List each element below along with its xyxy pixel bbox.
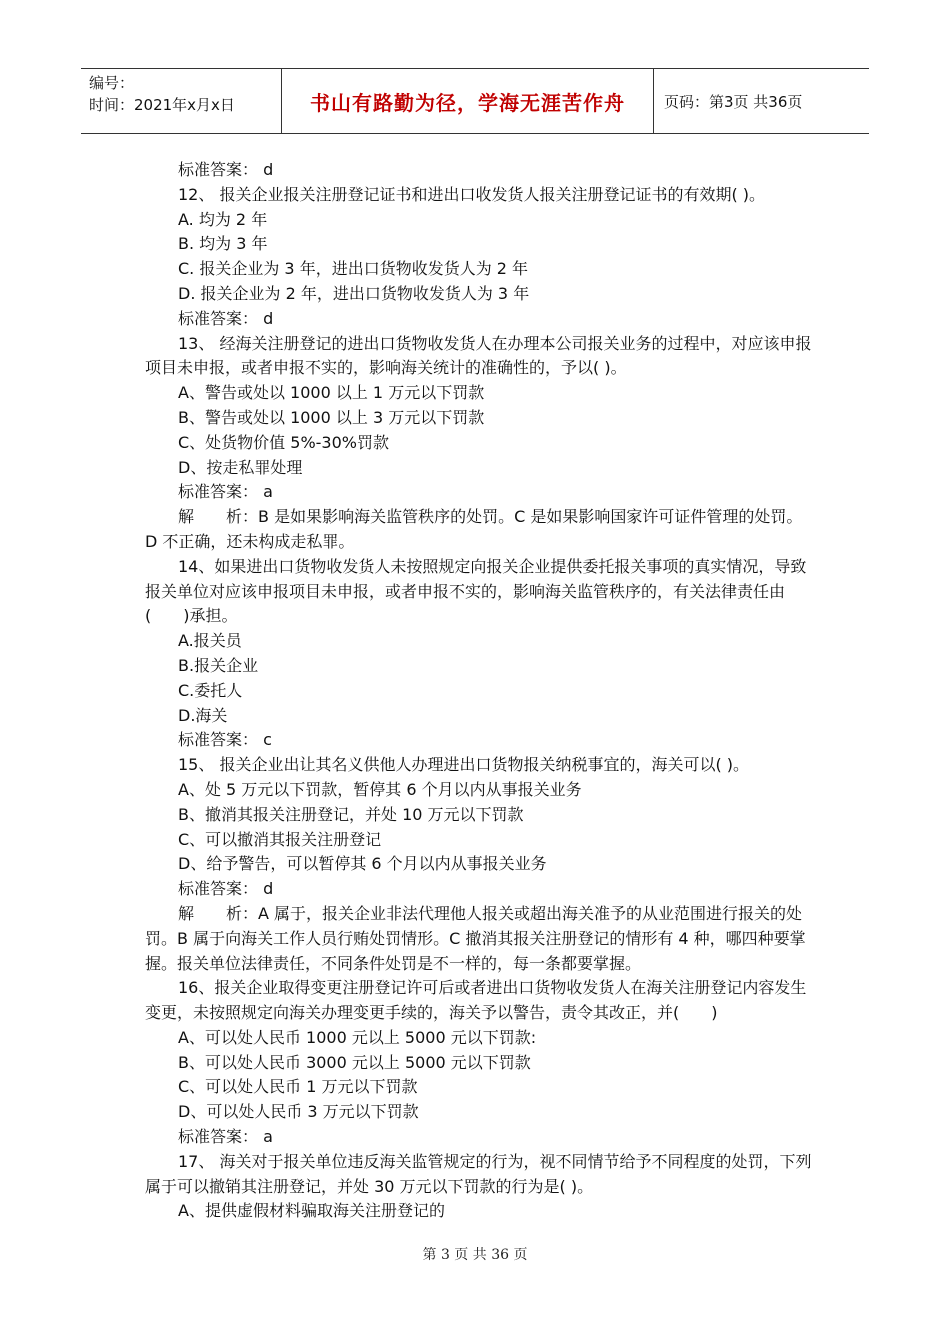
text-line: 12、 报关企业报关注册登记证书和进出口收发货人报关注册登记证书的有效期( )。 <box>178 184 766 204</box>
text-line: C. 报关企业为 3 年，进出口货物收发货人为 2 年 <box>178 259 529 279</box>
text-line: A、可以处人民币 1000 元以上 5000 元以下罚款: <box>178 1027 537 1047</box>
text-line: 13、 经海关注册登记的进出口货物收发货人在办理本公司报关业务的过程中，对应该申报项目未申报，或者申报不实的，影响海关统计的准确性的，予以( )。 <box>145 333 812 378</box>
text-line: B.报关企业 <box>178 655 259 675</box>
header-page-info: 页码：第3页 共36页 <box>664 92 803 111</box>
text-line: D、按走私罪处理 <box>178 457 303 477</box>
text-line: A.报关员 <box>178 631 242 651</box>
text-line: 标准答案： c <box>178 730 272 750</box>
text-line: 标准答案： a <box>178 482 273 502</box>
document-body <box>145 158 813 1224</box>
text-line: D. 报关企业为 2 年，进出口货物收发货人为 3 年 <box>178 283 530 303</box>
text-line: D.海关 <box>178 705 228 725</box>
text-line: A、提供虚假材料骗取海关注册登记的 <box>178 1201 445 1221</box>
header-meta <box>81 69 282 133</box>
text-line: A、警告或处以 1000 以上 1 万元以下罚款 <box>178 383 485 403</box>
text-line: 14、如果进出口货物收发货人未按照规定向报关企业提供委托报关事项的真实情况，导致报关单位对应该申报项目未申报，或者申报不实的，影响海关监管秩序的，有关法律责任由( )承担。 <box>145 556 807 626</box>
text-line: 标准答案： d <box>178 879 274 899</box>
text-line: 标准答案： d <box>178 160 274 179</box>
text-line: C、处货物价值 5%-30%罚款 <box>178 432 389 452</box>
page-header <box>81 68 869 134</box>
time-label: 时间：2021年x月x日 <box>89 96 235 114</box>
text-line: C、可以处人民币 1 万元以下罚款 <box>178 1077 418 1097</box>
text-line: B、警告或处以 1000 以上 3 万元以下罚款 <box>178 407 485 427</box>
text-line: 16、报关企业取得变更注册登记许可后或者进出口货物收发货人在海关注册登记内容发生变更，未按照规定向海关办理变更手续的，海关予以警告，责令其改正，并( ) <box>145 978 807 1023</box>
text-line: B、可以处人民币 3000 元以上 5000 元以下罚款 <box>178 1052 531 1072</box>
text-line: A、处 5 万元以下罚款，暂停其 6 个月以内从事报关业务 <box>178 779 582 799</box>
text-line: 标准答案： d <box>178 308 274 328</box>
text-line: A. 均为 2 年 <box>178 209 268 229</box>
text-line: C.委托人 <box>178 680 243 700</box>
page-footer: 第 3 页 共 36 页 <box>422 1247 528 1263</box>
text-line: C、可以撤消其报关注册登记 <box>178 829 382 849</box>
text-line: 标准答案： a <box>178 1127 273 1147</box>
number-label: 编号： <box>89 74 135 92</box>
text-line: D、可以处人民币 3 万元以下罚款 <box>178 1102 419 1122</box>
text-line: 17、 海关对于报关单位违反海关监管规定的行为，视不同情节给予不同程度的处罚，下列属于可以撤销其注册登记，并处 30 万元以下罚款的行为是( )。 <box>145 1151 812 1196</box>
text-line: 15、 报关企业出让其名义供他人办理进出口货物报关纳税事宜的，海关可以( )。 <box>178 755 750 775</box>
text-line: 解 析：B 是如果影响海关监管秩序的处罚。C 是如果影响国家许可证件管理的处罚。D 不正确，还未构成走私罪。 <box>145 507 803 551</box>
header-motto: 书山有路勤为径，学海无涯苦作舟 <box>282 69 654 133</box>
text-line: B. 均为 3 年 <box>178 234 268 254</box>
text-line: B、撤消其报关注册登记，并处 10 万元以下罚款 <box>178 804 524 824</box>
text-line: D、给予警告，可以暂停其 6 个月以内从事报关业务 <box>178 854 547 874</box>
text-line: 解 析：A 属于，报关企业非法代理他人报关或超出海关准予的从业范围进行报关的处罚。B 属于向海关工作人员行贿处罚情形。C 撤消其报关注册登记的情形有 4 种，哪四种要掌握。报关单位法律责任，不同条件处罚是不一样的，每一条都要掌握。 <box>145 903 806 973</box>
